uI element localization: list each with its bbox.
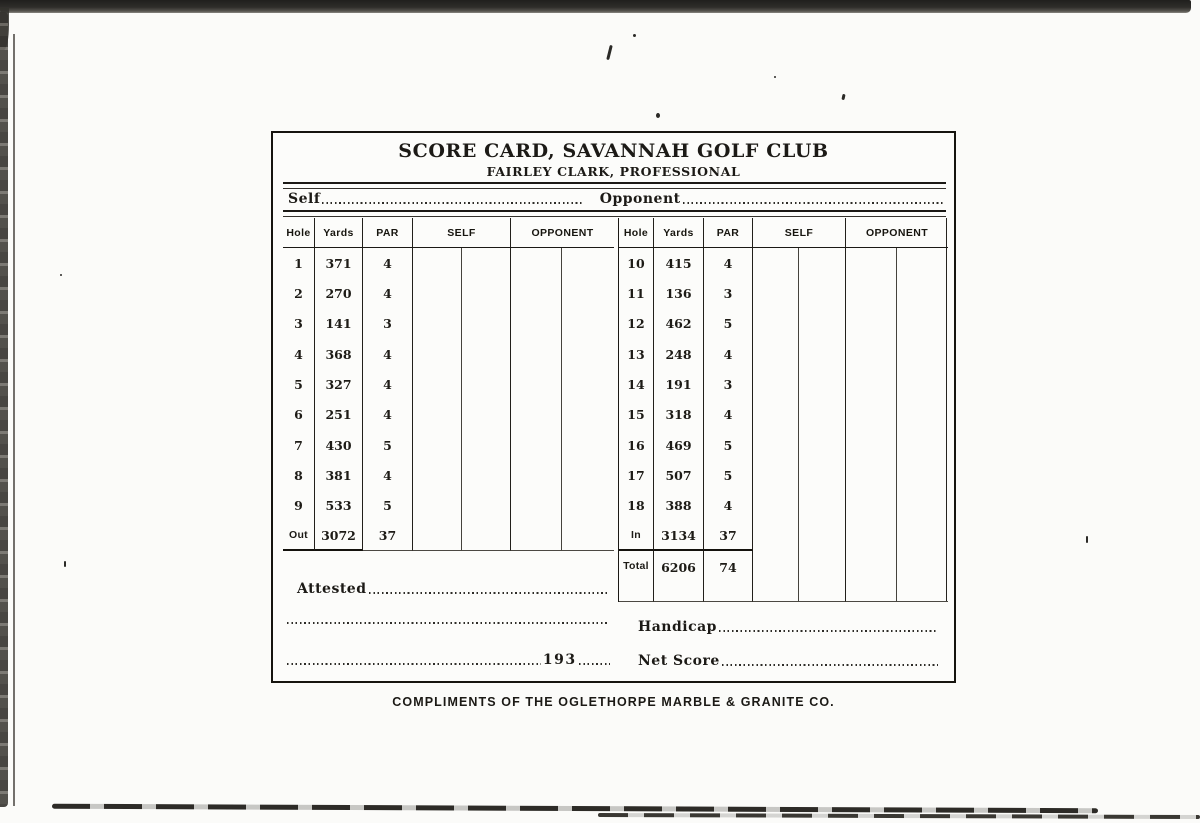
players-line: [288, 192, 946, 206]
self-score-cell: [462, 309, 511, 339]
self-score-cell: [753, 491, 799, 521]
attested-field-label: Attested: [297, 581, 367, 597]
opponent-write-in-line: [683, 202, 944, 204]
par-value: 5: [704, 430, 753, 460]
self-score-cell: [413, 278, 462, 308]
self-write-in-line: [322, 202, 583, 204]
column-header-par: PAR: [704, 218, 753, 248]
opponent-score-cell: [562, 309, 614, 339]
opponent-score-cell: [846, 551, 897, 602]
opponent-score-cell: [562, 460, 614, 490]
opponent-score-cell: [562, 369, 614, 399]
yards-value: 430: [315, 430, 363, 460]
opponent-score-cell: [897, 551, 948, 602]
hole-number: 5: [283, 369, 315, 399]
ink-speck: [656, 113, 660, 118]
opponent-score-cell: [897, 309, 948, 339]
out-yards-total: 3072: [315, 521, 363, 551]
scan-edge-bottom: [598, 813, 1200, 819]
self-score-cell: [753, 369, 799, 399]
yards-value: 327: [315, 369, 363, 399]
attested-field: [297, 582, 610, 596]
title-block: [271, 140, 956, 179]
self-score-cell: [462, 369, 511, 399]
hole-number: 7: [283, 430, 315, 460]
ink-speck: [60, 274, 62, 276]
page-title: SCORE CARD, SAVANNAH GOLF CLUB: [398, 140, 829, 162]
self-score-cell: [753, 551, 799, 602]
scan-edge-top: [0, 0, 1191, 13]
yards-value: 469: [654, 430, 704, 460]
column-header-opponent: OPPONENT: [511, 218, 614, 248]
hole-number: 14: [619, 369, 654, 399]
date-write-in-line: [579, 663, 610, 665]
par-value: 3: [704, 369, 753, 399]
self-score-cell: [462, 430, 511, 460]
scan-edge-bottom: [52, 804, 1098, 814]
hole-number: 1: [283, 248, 315, 278]
par-value: 5: [704, 309, 753, 339]
par-value: 5: [704, 460, 753, 490]
hole-number: 4: [283, 339, 315, 369]
opponent-score-cell: [562, 248, 614, 278]
opponent-score-cell: [846, 521, 897, 551]
handicap-field-label: Handicap: [638, 619, 717, 635]
ink-speck: [1086, 536, 1088, 543]
column-header-self: SELF: [753, 218, 846, 248]
in-yards-total: 3134: [654, 521, 704, 551]
self-score-cell: [753, 309, 799, 339]
divider-rule: [283, 182, 946, 189]
opponent-score-cell: [897, 400, 948, 430]
opponent-score-cell: [846, 339, 897, 369]
scan-edge-left: [0, 12, 8, 807]
par-value: 4: [363, 369, 413, 399]
opponent-score-cell: [897, 278, 948, 308]
self-score-cell: [799, 491, 846, 521]
self-score-cell: [753, 460, 799, 490]
opponent-score-cell: [897, 339, 948, 369]
hole-number: 18: [619, 491, 654, 521]
self-score-cell: [753, 400, 799, 430]
self-score-cell: [462, 460, 511, 490]
self-score-cell: [462, 278, 511, 308]
opponent-score-cell: [846, 278, 897, 308]
scan-fold-line: [13, 34, 15, 806]
yards-value: 462: [654, 309, 704, 339]
self-score-cell: [413, 491, 462, 521]
column-header-par: PAR: [363, 218, 413, 248]
opponent-field-label: Opponent: [599, 191, 681, 207]
self-score-cell: [799, 460, 846, 490]
opponent-score-cell: [511, 309, 562, 339]
opponent-score-cell: [562, 430, 614, 460]
footer-credit: COMPLIMENTS OF THE OGLETHORPE MARBLE & GRANITE CO.: [392, 695, 835, 709]
column-header-yards: Yards: [315, 218, 363, 248]
self-score-cell: [753, 248, 799, 278]
self-score-cell: [413, 400, 462, 430]
yards-value: 141: [315, 309, 363, 339]
opponent-score-cell: [846, 369, 897, 399]
self-field-label: Self: [288, 191, 321, 207]
self-score-cell: [413, 248, 462, 278]
opponent-score-cell: [897, 460, 948, 490]
ink-speck: [774, 76, 776, 78]
opponent-score-cell: [897, 491, 948, 521]
self-score-cell: [413, 339, 462, 369]
year-prefix: 193: [542, 652, 577, 668]
yards-value: 251: [315, 400, 363, 430]
self-score-cell: [462, 400, 511, 430]
par-value: 4: [363, 400, 413, 430]
opponent-score-cell: [897, 248, 948, 278]
opponent-score-cell: [846, 248, 897, 278]
out-label: Out: [283, 521, 315, 551]
opponent-score-cell: [511, 278, 562, 308]
ink-speck: [64, 561, 66, 567]
self-score-cell: [413, 521, 462, 551]
column-header-yards: Yards: [654, 218, 704, 248]
ink-speck: [841, 94, 845, 100]
yards-value: 507: [654, 460, 704, 490]
net-score-field-label: Net Score: [638, 653, 720, 669]
self-score-cell: [799, 400, 846, 430]
opponent-score-cell: [897, 369, 948, 399]
yards-value: 415: [654, 248, 704, 278]
opponent-score-cell: [511, 491, 562, 521]
hole-number: 8: [283, 460, 315, 490]
signature-line: [285, 622, 610, 626]
yards-value: 368: [315, 339, 363, 369]
back-nine-table: [618, 218, 947, 602]
self-score-cell: [753, 278, 799, 308]
hole-number: 3: [283, 309, 315, 339]
opponent-score-cell: [511, 248, 562, 278]
opponent-score-cell: [562, 339, 614, 369]
handicap-field: [638, 620, 940, 634]
par-value: 4: [363, 460, 413, 490]
total-yards: 6206: [654, 551, 704, 602]
opponent-score-cell: [846, 491, 897, 521]
hole-number: 2: [283, 278, 315, 308]
yards-value: 381: [315, 460, 363, 490]
opponent-score-cell: [897, 521, 948, 551]
self-score-cell: [413, 309, 462, 339]
self-score-cell: [799, 278, 846, 308]
yards-value: 136: [654, 278, 704, 308]
yards-value: 371: [315, 248, 363, 278]
opponent-score-cell: [511, 369, 562, 399]
out-par-total: 37: [363, 521, 413, 551]
par-value: 4: [704, 339, 753, 369]
opponent-score-cell: [846, 460, 897, 490]
opponent-score-cell: [511, 430, 562, 460]
hole-number: 12: [619, 309, 654, 339]
divider-rule: [283, 210, 946, 217]
self-score-cell: [799, 248, 846, 278]
ink-speck: [606, 45, 613, 60]
page-subtitle: FAIRLEY CLARK, PROFESSIONAL: [486, 164, 741, 179]
hole-number: 10: [619, 248, 654, 278]
opponent-score-cell: [562, 400, 614, 430]
self-score-cell: [462, 521, 511, 551]
ink-speck: [633, 34, 636, 37]
par-value: 4: [363, 339, 413, 369]
par-value: 4: [704, 248, 753, 278]
par-value: 5: [363, 430, 413, 460]
hole-number: 15: [619, 400, 654, 430]
par-value: 4: [704, 491, 753, 521]
hole-number: 9: [283, 491, 315, 521]
self-score-cell: [799, 521, 846, 551]
self-score-cell: [799, 369, 846, 399]
opponent-score-cell: [511, 339, 562, 369]
total-label: Total: [619, 551, 654, 602]
self-score-cell: [413, 369, 462, 399]
column-header-opponent: OPPONENT: [846, 218, 948, 248]
opponent-score-cell: [562, 491, 614, 521]
opponent-score-cell: [511, 521, 562, 551]
column-header-hole: Hole: [619, 218, 654, 248]
in-par-total: 37: [704, 521, 753, 551]
net-score-write-in-line: [722, 664, 938, 666]
opponent-score-cell: [846, 309, 897, 339]
hole-number: 6: [283, 400, 315, 430]
self-score-cell: [413, 460, 462, 490]
opponent-score-cell: [846, 400, 897, 430]
column-header-hole: Hole: [283, 218, 315, 248]
hole-number: 13: [619, 339, 654, 369]
opponent-score-cell: [511, 460, 562, 490]
opponent-score-cell: [846, 430, 897, 460]
date-line: [285, 654, 612, 667]
self-score-cell: [413, 430, 462, 460]
date-write-in-line: [287, 663, 541, 665]
self-score-cell: [799, 551, 846, 602]
self-score-cell: [799, 339, 846, 369]
self-score-cell: [462, 491, 511, 521]
hole-number: 17: [619, 460, 654, 490]
par-value: 5: [363, 491, 413, 521]
hole-number: 16: [619, 430, 654, 460]
opponent-score-cell: [897, 430, 948, 460]
yards-value: 533: [315, 491, 363, 521]
self-score-cell: [753, 430, 799, 460]
total-par: 74: [704, 551, 753, 602]
front-nine-table: [283, 218, 614, 551]
yards-value: 191: [654, 369, 704, 399]
yards-value: 318: [654, 400, 704, 430]
net-score-field: [638, 654, 940, 668]
handicap-write-in-line: [719, 630, 938, 632]
self-score-cell: [799, 430, 846, 460]
self-score-cell: [799, 309, 846, 339]
in-label: In: [619, 521, 654, 551]
yards-value: 248: [654, 339, 704, 369]
signature-write-in-line: [287, 622, 608, 624]
self-score-cell: [753, 339, 799, 369]
self-score-cell: [753, 521, 799, 551]
yards-value: 270: [315, 278, 363, 308]
par-value: 4: [363, 278, 413, 308]
hole-number: 11: [619, 278, 654, 308]
par-value: 3: [363, 309, 413, 339]
self-score-cell: [462, 248, 511, 278]
attested-write-in-line: [369, 592, 608, 594]
opponent-score-cell: [562, 278, 614, 308]
column-header-self: SELF: [413, 218, 511, 248]
opponent-score-cell: [511, 400, 562, 430]
par-value: 3: [704, 278, 753, 308]
par-value: 4: [704, 400, 753, 430]
opponent-score-cell: [562, 521, 614, 551]
yards-value: 388: [654, 491, 704, 521]
self-score-cell: [462, 339, 511, 369]
par-value: 4: [363, 248, 413, 278]
